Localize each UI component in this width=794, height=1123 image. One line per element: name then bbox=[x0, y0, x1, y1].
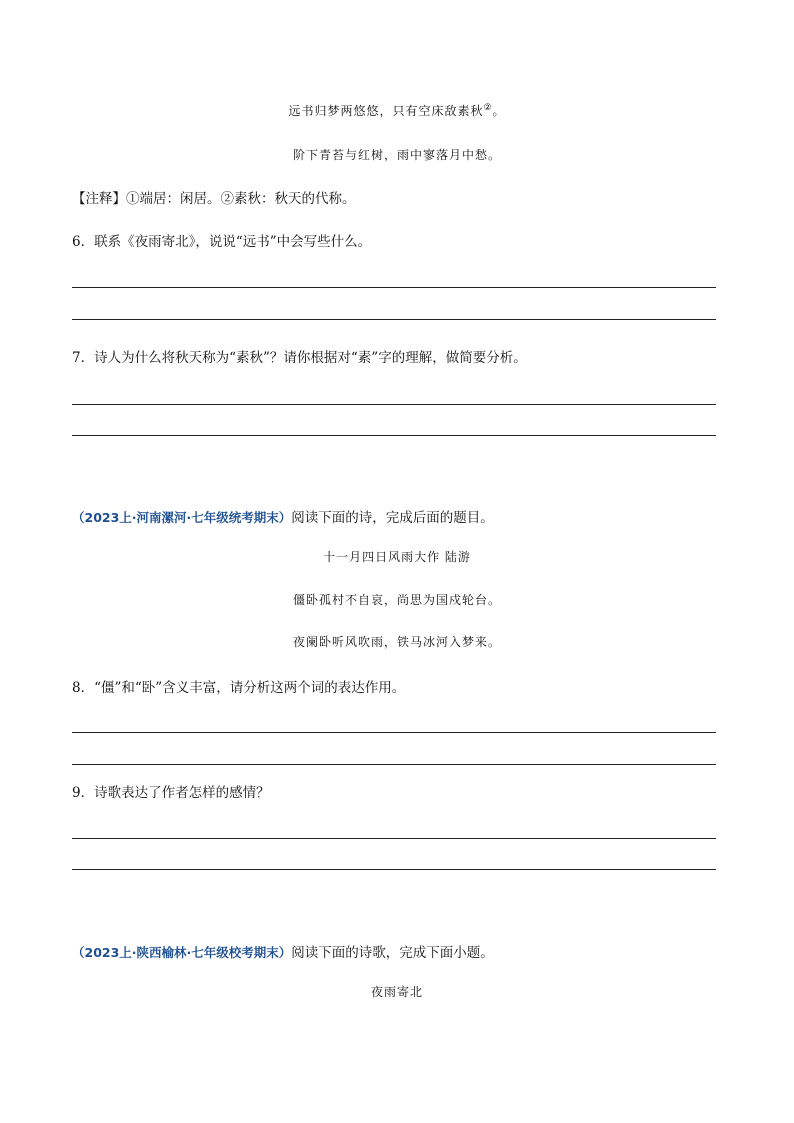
poem-line: 阶下青苔与红树，雨中寥落月中愁。 bbox=[292, 148, 501, 162]
poem-line bbox=[0, 102, 794, 119]
poem-line: 僵卧孤村不自哀，尚思为国戍轮台。 bbox=[292, 593, 501, 607]
source-tag: （2023上·陕西榆林·七年级校考期末） bbox=[72, 945, 292, 960]
answer-line bbox=[72, 732, 716, 733]
poem-title: 夜雨寄北 bbox=[370, 985, 423, 999]
annotation-note: 【注释】①端居：闲居。②素秋：秋天的代称。 bbox=[72, 191, 356, 207]
poem-line: 夜阑卧听风吹雨，铁马冰河入梦来。 bbox=[292, 635, 501, 649]
section-instruction: 阅读下面的诗歌，完成下面小题。 bbox=[291, 945, 494, 961]
poem-line-text: 远书归梦两悠悠，只有空床敌素秋 bbox=[288, 104, 484, 118]
poem-line-end: 。 bbox=[492, 104, 506, 118]
section-instruction: 阅读下面的诗，完成后面的题目。 bbox=[291, 510, 494, 526]
question-6: 6．联系《夜雨寄北》，说说“远书”中会写些什么。 bbox=[72, 234, 372, 250]
question-8: 8．“僵”和“卧”含义丰富，请分析这两个词的表达作用。 bbox=[72, 680, 406, 696]
answer-line bbox=[72, 838, 716, 839]
answer-line bbox=[72, 287, 716, 288]
question-7: 7．诗人为什么将秋天称为“素秋”？请你根据对“素”字的理解，做简要分析。 bbox=[72, 350, 527, 366]
answer-line bbox=[72, 435, 716, 436]
section-heading bbox=[72, 941, 494, 961]
poem-title: 十一月四日风雨大作 陆游 bbox=[323, 550, 471, 564]
answer-line bbox=[72, 404, 716, 405]
source-tag: （2023上·河南漯河·七年级统考期末） bbox=[72, 510, 292, 525]
answer-line bbox=[72, 869, 716, 870]
answer-line bbox=[72, 319, 716, 320]
question-9: 9．诗歌表达了作者怎样的感情？ bbox=[72, 785, 270, 801]
section-heading bbox=[72, 506, 494, 526]
note-marker: ② bbox=[483, 103, 493, 113]
answer-line bbox=[72, 764, 716, 765]
